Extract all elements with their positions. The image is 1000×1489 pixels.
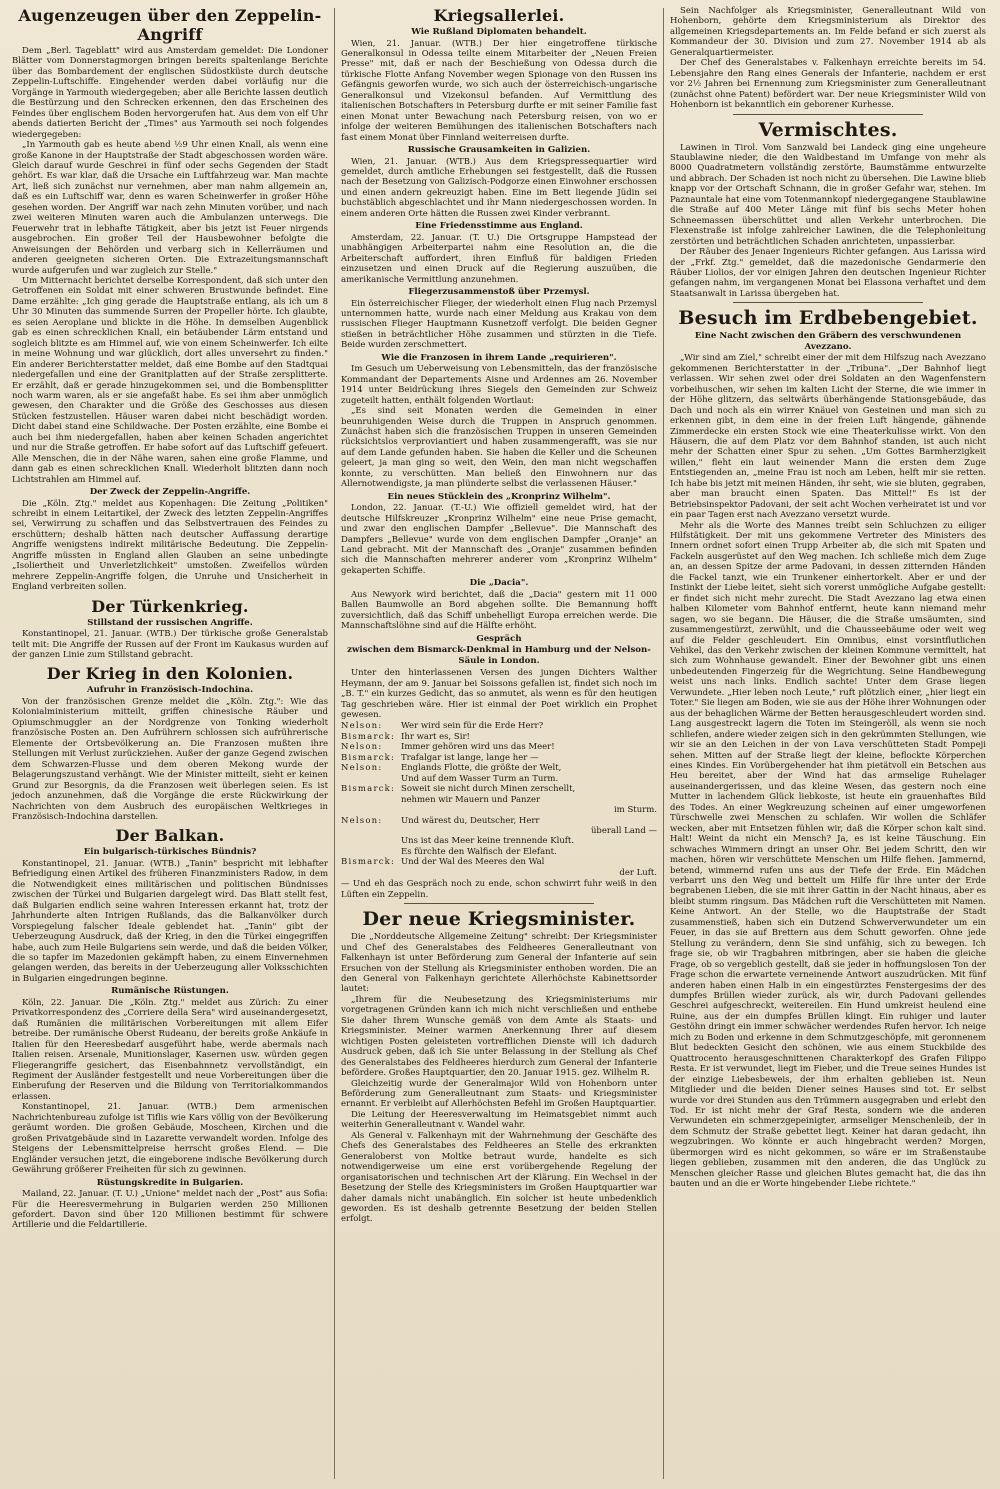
poem-text: Soweit sie nicht durch Minen zerschellt, — [401, 784, 576, 795]
column-right — [666, 6, 990, 1481]
article-paragraph: Im Gesuch um Ueberweisung von Lebensmitteln, das der französische Kommandant der Departements Aisne und Ardennes am 26. November 1914 unter Beidrückung ihres Siegels den Gemeinden zur Schweiz zugeteilt hatten, enthält folgenden Wortlaut: — [341, 364, 657, 406]
article-headline-kriegsminister: Der neue Kriegsminister. — [362, 908, 636, 931]
article-paragraph: „Wir sind am Ziel," schreibt einer der mit dem Hilfszug nach Avezzano gekommenen Berichterstatter in der „Tribuna". „Der Bahnhof liegt verlassen. Wir sehen zwei oder drei Soldaten an den Wagenfenstern vorbeihuschen, wir sehen im kalten Licht der Sterne, die wie immer in der Höhe glitzern, das seltwärts überhängende Stationsgebäude, das Dach und noch als ein wirrer Knäuel von Gesteinen und man sich zu erkennen gibt, in dem eine in der freien Luft hängende, gähnende Zimmerdecke ein ersten Stock wie eine Theaterkulisse wirkt. Von den Häusern, die auf dem Platz vor dem Bahnhof standen, ist auch nicht mehr der Schatten einer Spur zu sehen. „Um Gottes Barmherzigkeit willen," fleht ein laut weinender Mann die ersten dem Zuge Entstiegenden an, „meine Frau ist noch am Leben, helft mir sie retten. Ich habe bis jetzt mit meinen Händen, ihr seht, wie sie bluten, gegraben, aber man braucht einen Spaten. Das Mittel!" Es ist der Betriebsinspektor Padovani, der seit acht Wochen verheiratet ist und vor ein paar Tagen erst nach Avezzano versetzt wurde. — [670, 353, 986, 521]
poem-speaker: Bismarck: — [341, 752, 396, 763]
poem-line — [341, 721, 657, 731]
article-subheading: Ein neues Stücklein des „Kronprinz Wilhelm". — [387, 491, 611, 502]
poem-line — [341, 753, 657, 763]
article-subheading: Stillstand der russischen Angriffe. — [87, 617, 253, 628]
poem-line — [341, 774, 657, 784]
poem-line — [341, 868, 657, 878]
poem-speaker: Nelson: — [341, 742, 383, 753]
column-divider — [663, 8, 664, 1479]
article-paragraph: Konstantinopel, 21. Januar. (WTB.) Der türkische große Generalstab teilt mit: Die Angriffe der Russen auf der Front im Kaukasus wurden auf der ganzen Linie zum Stillstand gebracht. — [12, 629, 328, 661]
poem-text: Und der Wal des Meeres den Wal — [401, 857, 545, 868]
poem-speaker: Nelson: — [341, 763, 383, 774]
article-paragraph: Amsterdam, 22. Januar. (T. U.) Die Ortsgruppe Hampstead der unabhängigen Arbeiterpartei nahm eine Resolution an, die die Arbeiterschaft auffordert, ihren Einfluß für baldigen Frieden einzusetzen und einen Druck auf die Regierung auszuüben, die amerikanische Vermittlung anzunehmen. — [341, 232, 657, 285]
article-headline-vermischtes: Vermischtes. — [758, 118, 898, 141]
article-subheading: Russische Grausamkeiten in Galizien. — [407, 145, 591, 156]
article-paragraph: Konstantinopel, 21. Januar. (WTB.) Dem armenischen Nachrichtenbureau zufolge ist Tiflis wie Kars völlig von der Bevölkerung geräumt worden. Die großen Gebäude, Moscheen, Kirchen und die großen Privatgebäude sind in Lazarette verwandelt worden. Infolge des Steigens der Lebensmittelpreise herrscht großes Elend. — Die Engländer versuchen jetzt, die eingeborene indische Bevölkerung durch Gewährung größerer Freiheiten für sich zu gewinnen. — [12, 1102, 328, 1176]
section-rule — [404, 903, 594, 904]
poem-text: Uns ist das Meer keine trennende Kluft. — [401, 836, 575, 847]
poem-line — [341, 742, 657, 752]
article-subheading: Eine Nacht zwischen den Gräbern des verschwundenen Avezzano. — [694, 331, 962, 352]
section-rule — [733, 302, 923, 303]
column-middle — [337, 6, 661, 1481]
poem-text: Ihr wart es, Sir! — [401, 731, 470, 742]
article-subheading: Wie die Franzosen in ihrem Lande „requirieren". — [381, 352, 617, 363]
poem-dialogue — [341, 721, 657, 878]
article-paragraph: Die Leitung der Heeresverwaltung im Heimatsgebiet nimmt auch weiterhin Generalleutnant v. Wandel wahr. — [341, 1109, 657, 1131]
poem-line — [341, 805, 657, 815]
poem-speaker — [341, 795, 401, 805]
article-subheading: Rüstungskredite in Bulgarien. — [96, 1177, 244, 1188]
article-paragraph: Als General v. Falkenhayn mit der Wahrnehmung der Geschäfte des Chefs des Generalstabes des Feldheeres an Stelle des erkrankten Generaloberst von Moltke betraut wurde, handelte es sich notwendigerweise um eine erst vorübergehende Regelung der organisatorischen und technischen Art der Klärung. Ein Wechsel in der Besetzung der Stelle des Kriegsministers im Großen Hauptquartier war daher damals nicht unabänglich. Ein solcher ist heute unbedenklich geworden. Es ist deshalb getrennte Besetzung der beiden Stellen erfolgt. — [341, 1130, 657, 1225]
article-headline-balkan: Der Balkan. — [115, 826, 225, 846]
poem-text: überall Land — — [590, 826, 657, 836]
article-paragraph: Wien, 21. Januar. (WTB.) Der hier eingetroffene türkische Generalkonsul in Odessa teilte einem Mitarbeiter der „Neuen Freien Presse" mit, daß er nach der Beschießung von Odessa durch die türkische Flotte Anfang November wegen Spionage von den Russen ins Gefängnis geworfen wurde, wo sich auch der österreichisch-ungarische Generalkonsul und Vizekonsul befanden. Auf Vermittlung des italienischen Botschafters in Petersburg durfte er mit seiner Familie fast einen Monat unter Bewachung nach Petersburg reisen, von wo er infolge der weiteren Bemühungen des italienischen Botschafters nach fast einem Monat über Finnland weiterreisen durfte. — [341, 38, 657, 143]
article-paragraph: „Ihrem für die Neubesetzung des Kriegsministeriums mir vorgetragenen Gründen kann ich mich nicht verschließen und enthebe Sie daher Ihrem Wunsche gemäß von dem Amte als Staats- und Kriegsminister. Meiner warmen Anerkennung Ihrer auf diesem wichtigen Posten geleisteten vortrefflichen Dienste will ich dadurch Ausdruck geben, daß ich Sie unter Belassung in der Stellung als Chef des Generalstabes des Feldheeres hierdurch zum General der Infanterie befördere. Großes Hauptquartier, den 20. Januar 1915. gez. Wilhelm R. — [341, 994, 657, 1079]
article-subheading: Rumänische Rüstungen. — [111, 986, 229, 997]
article-subheading: Gespräch — [476, 633, 522, 644]
poem-line — [341, 826, 657, 836]
poem-speaker: Nelson: — [341, 815, 383, 826]
article-paragraph: Aus Newyork wird berichtet, daß die „Dacia" gestern mit 11 000 Ballen Baumwolle an Bord abgehen sollte. Die Bemannung hofft zuversichtlich, daß das Schiff unbehelligt Europa erreichen werde. Die Mannschaftslöhne sind auf die Hälfte erhöht. — [341, 589, 657, 632]
article-paragraph: Der Chef des Generalstabes v. Falkenhayn erreichte bereits im 54. Lebensjahre den Rang eines Generals der Infanterie, nachdem er erst vor 2½ Jahren bei Ernennung zum Kriegsminister zum Generalleutnant (zunächst ohne Patent) befördert war. Der neue Kriegsminister Wild von Hohenborn ist bekanntlich ein geborener Kurhesse. — [670, 58, 986, 111]
article-paragraph: Um Mitternacht berichtet derselbe Korrespondent, daß sich unter den Getroffenen ein Soldat mit einer schweren Brustwunde befindet. Eine Dame erzählte: „Ich ging gerade die Hauptstraße entlang, als ich um 8 Uhr 30 Minuten das summende Surren der Propeller hörte. Ich glaubte, es seien Aeroplane und blickte in die Höhe. In demselben Augenblick gab es einen schrecklichen Knall, ein betäubender Lärm entstand und sogleich blitzte es am Himmel auf, wie von einem Scheinwerfer. Ich eilte in meine Wohnung und war glücklich, dort alles unversehrt zu finden." Ein anderer Berichterstatter meldet, daß eine Bombe auf den Stadtquai niedergefallen und eine der Granitplatten auf der Straße zersplitterte. Er erzählt, daß er gerade hinzugekommen sei, und die Bombensplitter noch warm waren, als er sie angefaßt habe. Es sei ihm aber unmöglich gewesen, den Charakter und die Größe des Geschosses aus diesen Stücken festzustellen. Häuser waren dabei nicht beschädigt worden. Dicht dabei stand eine Schildwache. Der Posten erzählte, eine Bombe ei auch bei ihm niedergefallen, haben aber keinen Schaden angerichtet und nur die Straße getroffen. Er habe sofort auf das Luftschiff gefeuert. Alle Menschen, die in der Nähe waren, sahen eine große Flamme, und dann gab es einen schrecklichen Knall. Wiederholt blitzten dann noch Lichtstrahlen am Himmel auf. — [12, 275, 328, 485]
article-subheading: Der Zweck der Zeppelin-Angriffe. — [89, 487, 251, 498]
poem-line — [341, 857, 657, 867]
article-subheading: zwischen dem Bismarck-Denkmal in Hamburg und der Nelson-Säule in London. — [347, 645, 651, 666]
article-paragraph: Konstantinopel, 21. Januar. (WTB.) „Tanin" bespricht mit lebhafter Befriedigung einen Artikel des früheren Finanzministers Radow, in dem die Notwendigkeit eines militärischen und politischen Bündnisses zwischen der Türkei und Bulgarien dargelegt wird. Das Blatt stellt fest, daß Bulgarien endlich seine wahren Interessen erkannt hat, trotz der Jahrhunderte alten Intrigen Rußlands, das die Balkanvölker durch Vorspiegelung falscher Ideale geblendet hat. „Tanin" gibt der Ueberzeugung Ausdruck, daß der Krieg, in den die Türkei eingegriffen habe, auch zum Heile Bulgariens sein werde, und daß die beiden Völker, die so tapfer im Mazedonien gekämpft haben, zu einem Einvernehmen gelangen werden, das bereits in der Ueberzeugung aller Volksschichten in Bulgarien eingedrungen beginne. — [12, 858, 328, 984]
article-paragraph: Der Räuber des Jenaer Ingenieurs Richter gefangen. Aus Larissa wird der „Frkf. Ztg." gemeldet, daß die mazedonische Gendarmerie den Räuber Liolios, der vor einigen Jahren den deutschen Ingenieur Richter gefangen nahm, im vergangenen Monat bei Elassona verhaftet und dem Staatsanwalt in Larissa übergeben hat. — [670, 247, 986, 299]
column-divider — [334, 8, 335, 1479]
article-paragraph: Mailand, 22. Januar. (T. U.) „Unione" meldet nach der „Post" aus Sofia: Für die Heeresvermehrung in Bulgarien werden 250 Millionen gefordert. Davon sind über 120 Millionen bestimmt für schwere Artillerie und die Feldartillerie. — [12, 1189, 328, 1231]
article-subheading: Ein bulgarisch-türkisches Bündnis? — [83, 847, 257, 858]
poem-speaker — [341, 868, 401, 878]
article-subheading: Fliegerzusammenstoß über Przemysl. — [408, 287, 590, 298]
article-headline-kolonien: Der Krieg in den Kolonien. — [46, 664, 294, 684]
article-paragraph: Unter den hinterlassenen Versen des jungen Dichters Walther Heymann, der am 9. Januar bei Soissons gefallen ist, findet sich noch im „B. T." ein kurzes Gedicht, das so anmutet, als wenn es für den heutigen Tag geschrieben wäre. Hier ist einmal der Poet wirklich ein Prophet gewesen. — [341, 668, 657, 721]
poem-text: Immer gehören wird uns das Meer! — [401, 742, 555, 753]
article-paragraph: Gleichzeitig wurde der Generalmajor Wild von Hohenborn unter Beförderung zum Generalleutnant zum Staats- und Kriegsminister ernannt. Er verbleibt auf Allerhöchsten Befehl im Großen Hauptquartier. — [341, 1078, 657, 1110]
poem-line — [341, 784, 657, 794]
poem-text: Und auf dem Wasser Turm an Turm. — [401, 773, 559, 784]
article-paragraph: London, 22. Januar. (T.-U.) Wie offiziell gemeldet wird, hat der deutsche Hilfskreuzer „Kronprinz Wilhelm" eine neue Prise gemacht, und zwar den englischen Dampfer „Bellevue". Die Mannschaft des Dampfers „Bellevue" wurde von dem englischen Dampfer „Oranje" an Land gebracht. Mit der Mannschaft des „Oranje" zusammen befinden sich die Mannschaften mehrerer anderer vom „Kronprinz Wilhelm" gekaperten Schiffe. — [341, 503, 657, 576]
poem-speaker — [341, 826, 401, 836]
poem-text: Wer wird sein für die Erde Herr? — [401, 721, 544, 732]
poem-speaker — [341, 805, 401, 815]
article-paragraph: „In Yarmouth gab es heute abend ½9 Uhr einen Knall, als wenn eine große Kanone in der Hauptstraße der Stadt abgeschossen worden wäre. Gleich darauf wurde Geschrei in fünf oder sechs Gegenden der Stadt gehört. Es war klar, daß die Ursache ein Luftfahrzeug war. Man machte Art, ließ sich zunächst nur vernehmen, aber man nahm allgemein an, daß es ein Luftschiff war, denn es waren Scheinwerfer in großer Höhe gesehen worden. Der Angriff war nach zehn Minuten vorüber, und nach zwei weiteren Minuten waren auch die Ambulanzen unterwegs. Die Feuerwehr trat in lebhafte Tätigkeit, aber bis jetzt ist Feuer nirgends ausgebrochen. Ein großer Teil der Hausbewohner befolgte die Anweisungen der Behörden und verbarg sich in Kellerräumen und anderen geeigneten sicheren Orten. Die Extrazeitungsmannschaft wurde aufgerufen und war zugleich zur Stelle." — [12, 140, 328, 276]
poem-text: Trafalgar ist lange, lange her — — [401, 752, 539, 763]
poem-speaker: Bismarck: — [341, 731, 396, 742]
article-paragraph: Sein Nachfolger als Kriegsminister, Generalleutnant Wild von Hohenborn, gehörte dem Kriegsministerium als Direktor des allgemeinen Kriegsdepartements an. Im Felde befand er sich zuerst als Kommandeur der 30. Division und zum 27. November 1914 ab als Generalquartiermeister. — [670, 6, 986, 58]
poem-line — [341, 732, 657, 742]
section-rule — [733, 114, 923, 115]
column-left — [8, 6, 332, 1481]
poem-speaker — [341, 847, 401, 857]
article-subheading: Die „Dacia". — [469, 578, 529, 589]
poem-text: nehmen wir Mauern und Panzer — [401, 794, 541, 805]
article-paragraph: Mehr als die Worte des Mannes treibt sein Schluchzen zu eiliger Hilfstätigkeit. Der mit uns gekommene Vertreter des Ministers des Innern ordnet sofort einen Trupp Arbeiter ab, die sich mit Spaten und Fackeln ausgerüstet auf den Weg machen. Ich schließe mich dem Zuge an, an dessen Spitze der arme Padovani, in dessen zitternden Händen die Fackel tanzt, wie ein Trunkener einhertorkelt. Aber er und der Instinkt der Liebe leitet, sieht sich vorerst unmögliche Aufgabe gestellt: er findet sich nicht mehr zurecht. Die Stadt Avezzano lag etwa einen halben Kilometer vom Bahnhof entfernt, heute kann niemand mehr sagen, wo sie begann. Die Häuser, die die Straße umsäumten, sind zusammengestürzt, zerwühlt, und die Chausseebäume oder weit weg auf die Felder geschleudert. Ein Omnibus, einst vorsintflutlichen Vehikel, das den Verkehr zwischen der kleinen Kommune vermittelt, hat sich zum Wohnhause gewandelt. Einer der Bewohner gibt uns einen unbedeutenden Fingerzeig für die Wegrichtung. Seine Handbewegung weist uns nach links. Endlich sachte! Unter dem Grase liegen Verwundete. „Hier leben noch Leute," ruft plötzlich einer, „hier liegt ein Toter." Sie liegen am Boden, wie sie aus der Höhe ihrer Wohnungen oder aus der behaglichen Wärme der Betten herausgeschleudert worden sind. Lang ausgestreckt lagern die Toten im Steingeröll, als wenn sie noch schliefen, andere wieder zeigen sich in den gekrümmten Stellungen, wie wir sie an den Leichen in der von Lava verschütteten Stadt Pompeji sehen. Mitten auf der Straße liegt der kleine, beflockte Körperchen eines Kindes. Ein Vorübergehender hat ihm pietätvoll ein Betschen aus Heu bereitet, aber der Wind hat das armselige Ruhelager auseinandergerissen, und das kleine Wesen, das gestern noch eine Mutter in lachendem Glück liebkoste, ist heute ein grauenhaftes Bild des Todes. An einer Wegkreuzung scheinen auf einer umgeworfenen Türschwelle zwei Menschen zu schlafen. Wir wollen die Schläfer wecken, aber mit Entsetzen fühlen wir, daß die Körper schon kalt sind. Halt! Weint da nicht ein Mensch? Ja, es ist keine Täuschung. Ein schwaches Wimmern dringt an unser Ohr. Bei jedem Schritt, den wir machen, hören wir verschüttete Menschen um Hilfe flehen. Jammernd, betend, wimmernd rufen uns aus der Tiefe der Erde. Ein Mädchen verbarrt uns den Weg und bettelt um Hilfe für ihre unter der Erde begrabenen Lieben, die sie mit ihrer Gattin in der Nacht hinaus, aber es bleibt stumm ringsum. Das Mädchen ruft die Verschütteten mit Namen. Keine Antwort. An der Stelle, wo die Hauptstraße der Stadt zusammenstieß, haben sich ein Dutzend Schwerverwundeter um ein Feuer, in das sie auf Brettern aus dem Schutt geworfen. Ohne jede Stellung zu verändern, denn Sie sind unfähig, sich zu bewegen. Ich frage sie, ob wir Tragbahren mitbringen, aber sie haben die gleiche Frage, ob so vergeblich gestellt, daß sie jeder in hoffnungslosen Ton der Frage schon die erwartete verneinende Antwort auszudrücken. Mit fünf anderen haben einen Halb in ein eingestürztes Fenstergesims der des dumpfes Brüllen wieder zurück, als wir, durch Padovani gellendes Geschrei aufgeschreckt, weitereilen. Ein Hund umkreist heulend eine Ruine, aus der ein dumpfes Brüllen klingt. Ein ruhiger und lauter Gestöhn dringt ein immer schwächer werdendes Rufen hervor. Ich neige mich zu Boden und erkenne in dem Schmutzgeschöpfe, mit geronnenem Blut bedeckten Gesicht den schönen, wie aus einem Stuckbilde des Quattrocento herausgeschnittenen Charakterkopf des Grafen Filippo Resta. Er ist verwundet, liegt im Fieber, und die Treue seines Hundes ist der einzige Liebesbeweis, der ihm erhalten geblieben ist. Neun Mitglieder und die beiden Diener seines Hauses sind tot. Er selbst wurde vor drei Stunden aus den Trümmern ausgegraben und erlebt den Tod. Er ist nicht mehr der Graf Resta, sondern wie die anderen Verwundeten ein schmerzgepeinigter, armseliger Menschenleib, der in dem Schmutz der Straße gebettet liegt. Keiner hat daran gedacht, ihn wegzubringen. Wo könnte er auch hingebracht werden? Morgen, übermorgen wird es nicht gekommen, so wäre er im Straßenstaube liegen geblieben, zusammen mit den anderen, die das Unglück zu Menschen gleicher Rasse und gleichen Blutes gemacht hat, die das ihn bauten und an die er Worte hingebender Liebe richtete." — [670, 520, 986, 1190]
article-paragraph: Die „Köln. Ztg." meldet aus Kopenhagen: Die Zeitung „Politiken" schreibt in einem Leitartikel, der Zweck des letzten Zeppelin-Angriffes sei, Verwirrung zu schaffen und das Selbstvertrauen des Feindes zu erschüttern; deshalb hätten nach deutscher Auffassung derartige Angriffe wenigstens indirekt militärische Bedeutung. Die Zeppelin-Angriffe müssten in England allen Glauben an seine unbedingte „Isoliertheit und Unverletzlichkeit" umstoßen. Zweifellos würden mehrere Zeppelin-Angriffe folgen, die Unruhe und Unsicherheit in England verbreiten sollen. — [12, 498, 328, 593]
poem-text: im Sturm. — [613, 805, 657, 816]
poem-speaker: Nelson: — [341, 721, 383, 732]
article-paragraph: Von der französischen Grenze meldet die „Köln. Ztg.": Wie das Kolonialministerium mitteilt, griffen chinesische Räuber und Opiumschmuggler an der Nordgrenze von Tonking wiederholt französische Posten an. Den Aufrührern schlossen sich aufrührerische Elemente der Ortsbevölkerung an. Die Franzosen mußten ihre Stellungen mit Verlust zurückziehen. Außer der ganze Gegend zwischen dem Schwarzen-Flusse und dem oberen Mekong wurde der Belagerungszustand verhängt. Wie der Minister mitteilt, sieht er keinen Grund zur Besorgnis, da die Franzosen weit überlegen seien. Es ist jedoch anzunehmen, daß die Vorgänge die erste Rückwirkung der Nachrichten von dem Ausbruch des europäischen Weltkrieges in Französisch-Indochina darstellen. — [12, 696, 328, 822]
article-paragraph: „Es sind seit Monaten werden die Gemeinden in einer beunruhigenden Weise durch die Truppen in Anspruch genommen. Zunächst haben sich die französischen Truppen in unseren Gemeinden rücksichtslos verproviantiert und haben zusammengerafft, was sie nur auf dem Lande gefunden haben. Sie haben die Keller und die Scheunen geleert, ja man ging so weit, den Wein, den man nicht wegschaffen konnte, zu verschütten. Man beließ den Einwohnern nur das Allernotwendigste, ja man plünderte selbst die verlassenen Häuser." — [341, 406, 657, 490]
poem-line — [341, 763, 657, 773]
article-headline-kriegsallerlei: Kriegsallerlei. — [433, 6, 565, 25]
article-paragraph: Dem „Berl. Tageblatt" wird aus Amsterdam gemeldet: Die Londoner Blätter vom Donnerstagmorgen bringen bereits spaltenlange Berichte über das Bombardement der englischen Südostküste durch deutsche Zeppelin-Luftschiffe. Eingehender werden dabei vorläufig nur die Vorgänge in Yarmouth wiedergegeben; aber alle Berichte lassen deutlich die Bestürzung und den Schrecken erkennen, den das Erscheinen des Feindes über englischem Boden hervorgerufen hat. Aus dem von elf Uhr abends datierten Bericht der „Times" aus Yarmouth sei noch folgendes wiedergegeben: — [12, 46, 328, 140]
article-paragraph: Wien, 21. Januar. (WTB.) Aus dem Kriegspressequartier wird gemeldet, durch amtliche Erhebungen sei festgestellt, daß die Russen nach der Besetzung von Galizisch-Podgorze einen Einwohner erschossen und einen andern gekreuzigt haben. Eine im Bett liegende Jüdin sei buchstäblich abgeschlachtet und ihr Mann niedergeschossen worden. In einem anderen Orte hätten die Russen zwei Kinder verbrannt. — [341, 156, 657, 219]
poem-speaker — [341, 836, 401, 846]
article-paragraph: Köln, 22. Januar. Die „Köln. Ztg." meldet aus Zürich: Zu einer Privatkorrespondenz des „Corriere della Sera" wird auseinandergesetzt, daß Rumänien die militärischen Vorbereitungen mit allem Eifer betreibe. Der rumänische Oberst Rudeanu, der bereits große Ankäufe in Italien für den Heeresbedarf ausgeführt habe, werde abermals nach Italien reisen. Arsenale, Munitionslager, Kasernen usw. würden gegen Fliegerangriffe gesichert, das Eisenbahnnetz vervollständigt, ein Regiment der Ausländer festgestellt und neue Vorbereitungen über die Einberufung der Reserven und die Bildung von Territorialkommandos erlassen. — [12, 997, 328, 1102]
article-headline-erdbeben: Besuch im Erdbebengebiet. — [678, 307, 978, 330]
poem-text: Englands Flotte, die größte der Welt, — [401, 763, 562, 774]
article-headline-tuerkenkrieg: Der Türkenkrieg. — [91, 596, 249, 616]
poem-text: der Luft. — [619, 867, 657, 878]
poem-speaker — [341, 774, 401, 784]
poem-text: Und wärest du, Deutscher, Herr — [401, 815, 540, 826]
poem-line — [341, 816, 657, 826]
article-subheading: Aufruhr in Französisch-Indochina. — [86, 685, 254, 696]
article-subheading: Wie Rußland Diplomaten behandelt. — [411, 27, 587, 37]
article-paragraph: — Und eh das Gespräch noch zu ende, schon schwirrt fuhr weiß in den Lüften ein Zeppelin. — [341, 879, 657, 900]
poem-line — [341, 847, 657, 857]
article-paragraph: Die „Norddeutsche Allgemeine Zeitung" schreibt: Der Kriegsminister und Chef des Generalstabes des Feldheeres Generalleutnant von Falkenhayn ist unter Beförderung zum General der Infanterie auf sein Ersuchen von der Stellung als Kriegsminister enthoben worden. Die an den General von Falkenhayn gerichtete Allerhöchste Kabinettsorder lautet: — [341, 932, 657, 995]
article-headline-zeppelin: Augenzeugen über den Zeppelin-Angriff — [18, 6, 322, 44]
article-paragraph: Lawinen in Tirol. Vom Sanzwald bei Landeck ging eine ungeheure Staublawine nieder, die den Waldbestand im Umfange von mehr als 8000 Quadratmetern vollständig zerstörte, Baumstämme entwurzelte und abbrach. Der Schaden ist noch nicht zu übersehen. Die Lawine blieb knapp vor der Ortschaft Schnann, die in großer Gefahr war, stehen. Im Paznauntale hat eine vom Totenmannkopf niedergegangene Staublawine die Straße auf 400 Meter Länge mit fünf bis sechs Meter hohen Schneemassen überschüttet und allen Verkehr unterbrochen. Die Flexenstraße ist infolge zahlreicher Lawinen, die die Telephonleitung zerstörten und beträchtlichen Schaden anrichteten, unpassierbar. — [670, 142, 986, 247]
poem-speaker: Bismarck: — [341, 857, 396, 868]
article-paragraph: Ein österreichischer Flieger, der wiederholt einen Flug nach Przemysl unternommen hatte, wurde nach einer Meldung aus Krakau von dem russischen Flieger Hauptmann Kusnetzoff verfolgt. Die beiden Gegner stießen in beträchtlicher Höhe zusammen und stürzten in die Tiefe. Beide wurden zerschmettert. — [341, 298, 657, 351]
columns — [8, 6, 992, 1481]
poem-text: Es fürchte den Walfisch der Elefant. — [401, 846, 557, 857]
poem-speaker: Bismarck: — [341, 784, 396, 795]
poem-line — [341, 836, 657, 846]
article-subheading: Eine Friedensstimme aus England. — [415, 221, 583, 232]
poem-line — [341, 795, 657, 805]
